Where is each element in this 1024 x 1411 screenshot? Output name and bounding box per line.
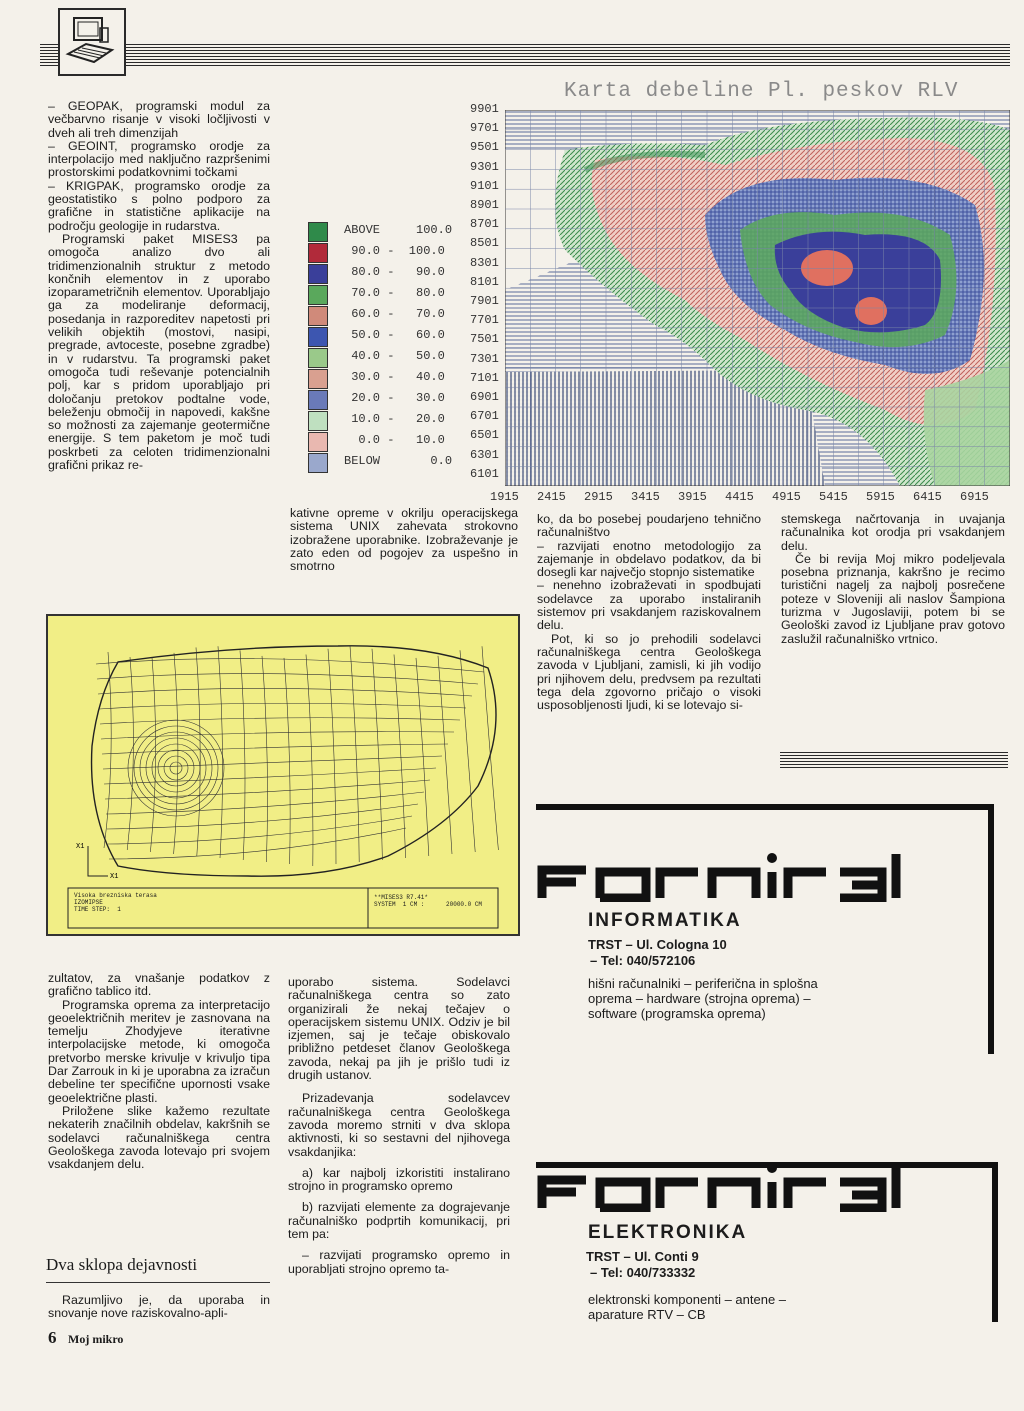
- map-peak-2: [855, 297, 887, 325]
- heading-rule: [46, 1282, 270, 1283]
- legend-swatch: [308, 285, 328, 305]
- legend-swatch: [308, 222, 328, 242]
- column-1-top: [48, 100, 270, 472]
- ad-desc-informatika: hišni računalniki – periferična in splošna oprema – hardware (strojna oprema) – software (programska oprema): [588, 976, 818, 1021]
- map-legend: [300, 222, 460, 482]
- paragraph: – GEOPAK, programski modul za večbarvno risanje v visoki ločljivosti v dveh ali treh dimenzijah: [48, 99, 270, 140]
- paragraph: Programski paket MISES3 pa omogoča analizo dvo ali tridimenzionalnih struktur z metodo končnih elementov in z uporabo izoparametričnih elementov. Uporabljajo ga za modeliranje deformacij, posedanja in razporeditev napetosti pri velikih objektih (mostovi, nasipi, pregrade, avtoceste, posebne zgradbe) in v rudarstvu. Ta programski paket omogoča tudi reševanje potencialnih polj, kar s pridom uporabljajo pri določanju pretokov podtalne vode, beleženju območij in napovedi, kakšne so možnosti za zajemanje geotermične energije. S tem paketom je moč tudi poskrbeti za celoten tridimenzionalni grafični prikaz re-: [48, 231, 270, 473]
- y-tick-label: 6301: [470, 447, 499, 462]
- legend-swatch: [308, 264, 328, 284]
- legend-label: 80.0 - 90.0: [344, 265, 445, 279]
- legend-swatch: [308, 453, 328, 473]
- legend-label: 20.0 - 30.0: [344, 391, 445, 405]
- legend-label: 50.0 - 60.0: [344, 328, 445, 342]
- paragraph: Programska oprema za interpretacijo geoelektričnih meritev je zasnovana na temelju Zhodyjeve iterativne interpolacijske metode, ki omogoča pretvorbo merske krivulje v krivuljo tipa Dar Zarrouk in ki je uporabna za izračun debeline ter specifične upornosti vsake geoelektrične plasti.: [48, 997, 270, 1105]
- finite-element-mesh: [48, 616, 518, 934]
- mesh-info-right: **MISES3 R7.41* SYSTEM 1 CM : 20000.0 CM: [374, 894, 483, 908]
- paragraph: kativne opreme v okrilju operacijskega sistema UNIX zahevata strokovno izobražene uporabnike. Izobraževanje je zato eden od pogojev za uspešno in smotrno: [290, 506, 518, 574]
- paragraph: a) kar najbolj izkoristiti instalirano strojno in programsko opremo: [288, 1165, 510, 1194]
- fornirad-logo: [536, 850, 916, 902]
- legend-label: 70.0 - 80.0: [344, 286, 445, 300]
- legend-label: 30.0 - 40.0: [344, 370, 445, 384]
- map-peak-1: [801, 250, 853, 286]
- legend-swatch: [308, 327, 328, 347]
- column-2-top: [290, 507, 518, 573]
- paragraph: – razvijati programsko opremo in uporabljati strojno opremo ta-: [288, 1248, 510, 1276]
- legend-swatch: [308, 369, 328, 389]
- paragraph: b) razvijati elemente za dograjevanje računalniško podprtih komunikacij, pri tem pa:: [288, 1200, 510, 1242]
- paragraph: Pot, ki so jo prehodili sodelavci računalniškega centra Geološkega zavoda v Ljubljani, zamisli, ki jih vodijo pri njihovem delu, predvsem pa rezultati tega dela zgovorno pričajo o visoki usposobljenosti ljudi, ki se lotevajo si-: [537, 631, 761, 713]
- legend-swatch: [308, 411, 328, 431]
- x-tick-label: 1915: [490, 490, 519, 504]
- ad-phone-elektronika: – Tel: 040/733332: [590, 1265, 696, 1280]
- y-tick-label: 8501: [470, 236, 499, 251]
- x-tick-label: 2415: [537, 490, 566, 504]
- column-1-bottom: [48, 972, 270, 1171]
- magazine-name: Moj mikro: [68, 1332, 124, 1346]
- paragraph: uporabo sistema. Sodelavci računalniškega centra so zato organizirali že nekaj tečajev o operacijskem sistemu UNIX. Odziv je bil izjemen, saj je tečaje obiskovalo približno petdeset članov Geološkega zavoda, nekaj pa jih je prišlo tudi iz drugih ustanov.: [288, 975, 510, 1083]
- ad-frame-right: [988, 804, 994, 1054]
- paragraph: Razumljivo je, da uporaba in snovanje nove raziskovalno-apli-: [48, 1293, 270, 1321]
- legend-swatch: [308, 348, 328, 368]
- mesh-info-left: Visoka brezniska terasa IZOMIPSE TIME STEP: 1: [74, 892, 157, 913]
- map-plot-area: [505, 110, 1010, 486]
- paragraph: Prizadevanja sodelavcev računalniškega centra Geološkega zavoda moremo strniti v dva sklopa aktivnosti, ki so sestavni del njihovega vsakdanjika:: [288, 1091, 510, 1159]
- ad-name-elektronika: ELEKTRONIKA: [588, 1222, 748, 1243]
- legend-swatch: [308, 243, 328, 263]
- y-tick-label: 8901: [470, 198, 499, 212]
- y-tick-label: 6901: [470, 390, 499, 404]
- header-stripe: [40, 44, 1010, 66]
- legend-label: 40.0 - 50.0: [344, 349, 445, 363]
- x-tick-label: 5415: [819, 490, 848, 504]
- computer-icon: [60, 10, 120, 70]
- fornirad-logo: [536, 1160, 916, 1212]
- y-tick-label: 9901: [470, 102, 499, 116]
- paragraph: – nenehno izobraževati in spodbujati sodelavce za uporabo instaliranih sistemov pri vsakdanjem raziskovalnem delu.: [537, 578, 761, 633]
- paragraph: – razvijati enotno metodologijo za zajemanje in obdelavo podatkov, da bi dosegli kar največjo stopnjo sistematike: [537, 538, 761, 580]
- ad-name-informatika: INFORMATIKA: [588, 910, 742, 931]
- mesh-axis-y: X1: [76, 843, 85, 851]
- ad-logo-elektronika: [536, 1160, 916, 1212]
- y-tick-label: 7901: [470, 294, 499, 308]
- y-tick-label: 8101: [470, 274, 499, 289]
- map-x-axis: [490, 490, 1010, 508]
- paragraph: ko, da bo posebej poudarjeno tehnično računalništvo: [537, 512, 761, 540]
- map-y-axis: [470, 102, 510, 502]
- legend-label: 10.0 - 20.0: [344, 412, 445, 426]
- ad-address-informatika: TRST – Ul. Cologna 10: [588, 937, 727, 952]
- ad-logo-informatika: [536, 850, 916, 902]
- contour-map-figure: [300, 80, 1020, 510]
- legend-swatch: [308, 390, 328, 410]
- y-tick-label: 8301: [470, 255, 499, 270]
- column-3-top: [537, 513, 761, 712]
- y-tick-label: 9701: [470, 121, 499, 136]
- y-tick-label: 7301: [470, 351, 499, 366]
- paragraph: Če bi revija Moj mikro podeljevala posebna priznanja, kakršno je recimo turistični nagelj za najbolj posrečene poteze v Sloveniji ali naslov Šampiona turizma v Jugoslaviji, potem bi se Geološki zavod iz Ljubljane prav gotovo zaslužil računalniško vrtnico.: [781, 551, 1005, 646]
- y-tick-label: 6701: [470, 409, 499, 424]
- column-2-bottom: [288, 976, 510, 1276]
- legend-swatch: [308, 306, 328, 326]
- column-1-after-heading: [48, 1294, 270, 1321]
- legend-label: 60.0 - 70.0: [344, 307, 445, 321]
- y-tick-label: 6101: [470, 466, 499, 481]
- x-tick-label: 5915: [866, 490, 895, 504]
- y-tick-label: 9301: [470, 159, 499, 174]
- x-tick-label: 6915: [960, 490, 989, 504]
- x-tick-label: 4415: [725, 490, 754, 504]
- y-tick-label: 7701: [470, 313, 499, 328]
- x-tick-label: 4915: [772, 490, 801, 504]
- legend-label: BELOW 0.0: [344, 454, 453, 468]
- map-title: Karta debeline Pl. peskov RLV: [564, 80, 959, 103]
- y-tick-label: 6501: [470, 428, 499, 443]
- y-tick-label: 7101: [470, 370, 499, 385]
- x-tick-label: 2915: [584, 490, 613, 504]
- x-tick-label: 3915: [678, 490, 707, 504]
- column-4-top: [781, 513, 1005, 646]
- legend-label: ABOVE 100.0: [344, 223, 453, 237]
- ad-desc-elektronika: elektronski komponenti – antene – aparature RTV – CB: [588, 1292, 787, 1322]
- ad-phone-informatika: – Tel: 040/572106: [590, 953, 696, 968]
- x-tick-label: 3415: [631, 490, 660, 504]
- y-tick-label: 9501: [470, 140, 499, 155]
- legend-label: 0.0 - 10.0: [344, 433, 445, 447]
- paragraph: – KRIGPAK, programsko orodje za geostatistiko s polno podporo za grafične in statistične aplikacije na področju geologije in rudarstva.: [48, 178, 270, 233]
- y-tick-label: 8701: [470, 217, 499, 232]
- ad-frame-right-2: [992, 1162, 998, 1322]
- paragraph: zultatov, za vnašanje podatkov z grafično tablico itd.: [48, 971, 270, 999]
- paragraph: – GEOINT, programsko orodje za interpolacijo med naključno razpršenimi prostorskimi podatkovnimi točkami: [48, 138, 270, 180]
- y-tick-label: 7501: [470, 332, 499, 347]
- section-divider-stripe: [780, 752, 1008, 768]
- x-tick-label: 6415: [913, 490, 942, 504]
- header-logo: [58, 8, 126, 76]
- legend-swatch: [308, 432, 328, 452]
- page-number: 6: [48, 1328, 57, 1347]
- ad-frame-top: [536, 804, 992, 810]
- mesh-figure: [46, 614, 520, 936]
- legend-label: 90.0 - 100.0: [344, 244, 445, 258]
- paragraph: Priložene slike kažemo rezultate nekaterih značilnih obdelav, kakršnih se sodelavci računalniškega centra Geološkega zavoda lotevajo pri svojem vsakdanjem delu.: [48, 1103, 270, 1172]
- ad-address-elektronika: TRST – Ul. Conti 9: [586, 1249, 699, 1264]
- mesh-axis-x: X1: [110, 873, 119, 881]
- y-tick-label: 9101: [470, 178, 499, 193]
- paragraph: stemskega načrtovanja in uvajanja računalnika kot orodja pri vsakdanjem delu.: [781, 512, 1005, 553]
- section-heading: Dva sklopa dejavnosti: [46, 1255, 198, 1274]
